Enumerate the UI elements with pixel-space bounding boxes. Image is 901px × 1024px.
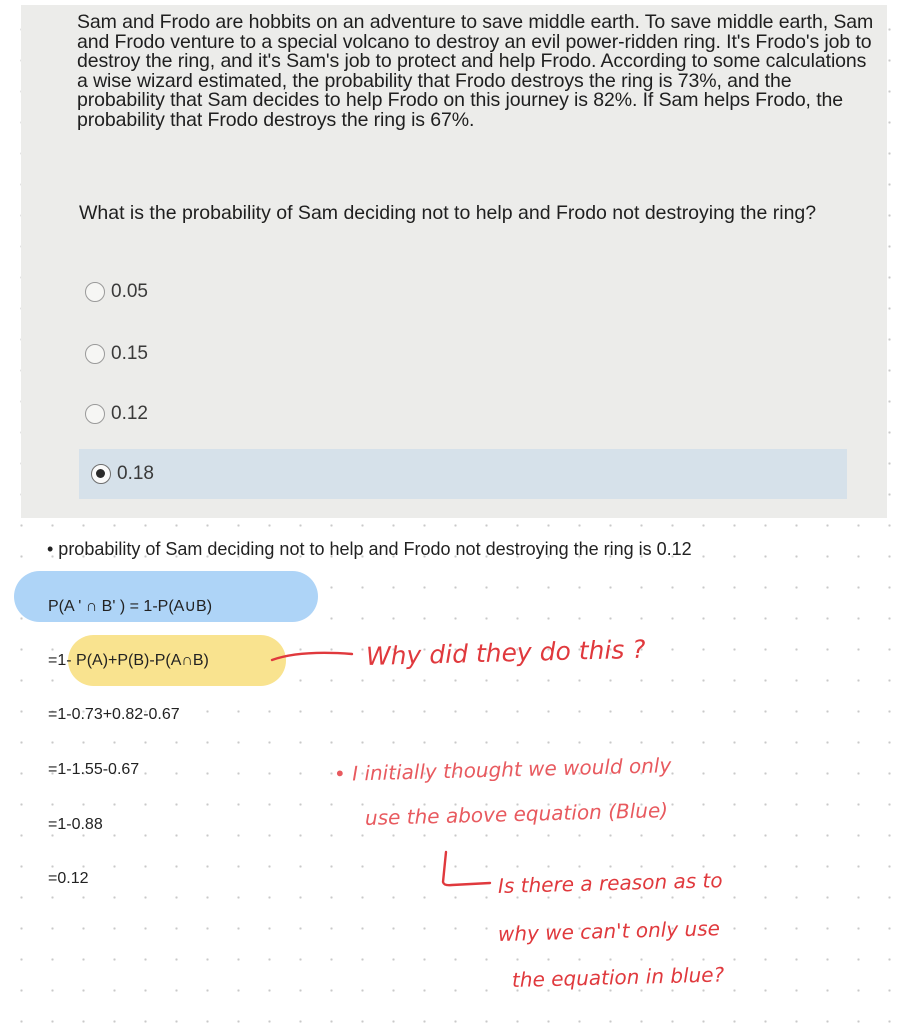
handwritten-reason-1: Is there a reason as to xyxy=(497,868,723,898)
equation-line-5: =1-0.88 xyxy=(48,816,103,833)
equation-line-4: =1-1.55-0.67 xyxy=(48,761,140,778)
handwritten-thought-2: use the above equation (Blue) xyxy=(364,798,669,830)
handwritten-reason-2: why we can't only use xyxy=(497,916,721,946)
equation-line-1: P(A ' ∩ B' ) = 1-P(A∪B) xyxy=(48,598,213,615)
question-text: Sam and Frodo are hobbits on an adventure to save middle earth. To save middle earth, Sam and Frodo venture to a special volcano to destroy an evil power-ridden ring. It's Frodo's job to destroy the ring, and it's Sam's job to protect and help Frodo. According to some calculations a wise wizard estimated, the probability that Frodo destroys the ring is 73%, and the probability that Sam decides to help Frodo on this journey is 82%. If Sam helps Frodo, the probability that Frodo destroys the ring is 67%. xyxy=(77,11,874,131)
option-label: 0.05 xyxy=(111,281,148,302)
option-label: 0.12 xyxy=(111,403,148,424)
connector-line xyxy=(272,653,352,660)
option-label: 0.18 xyxy=(117,463,154,484)
handwritten-question: Why did they do this ? xyxy=(365,634,646,671)
option-label: 0.15 xyxy=(111,343,148,364)
question-prompt: What is the probability of Sam deciding not to help and Frodo not destroying the ring? xyxy=(79,202,817,224)
equation-line-2: =1- P(A)+P(B)-P(A∩B) xyxy=(48,652,209,669)
answer-statement: • probability of Sam deciding not to help and Frodo not destroying the ring is 0.12 xyxy=(47,539,692,559)
equation-line-3: =1-0.73+0.82-0.67 xyxy=(48,706,180,723)
equation-line-6: =0.12 xyxy=(48,870,89,887)
reply-arrow xyxy=(443,852,490,885)
handwritten-thought-1: • I initially thought we would only xyxy=(333,753,672,786)
handwritten-reason-3: the equation in blue? xyxy=(511,962,725,992)
